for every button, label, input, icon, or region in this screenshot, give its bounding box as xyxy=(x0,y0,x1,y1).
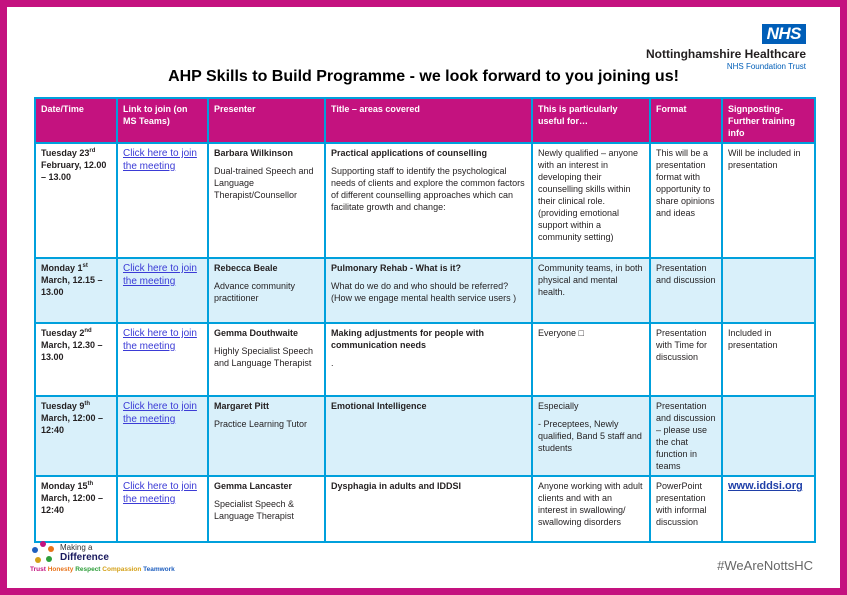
format-cell: Presentation with Time for discussion xyxy=(650,323,722,396)
date-cell: Tuesday 2nd March, 12.30 – 13.00 xyxy=(35,323,117,396)
presenter-role: Practice Learning Tutor xyxy=(214,419,308,429)
format-cell: This will be a presentation format with opportunity to share opinions and ideas xyxy=(650,143,722,258)
presenter-name: Gemma Douthwaite xyxy=(214,328,299,338)
link-cell xyxy=(117,396,208,476)
presenter-name: Barbara Wilkinson xyxy=(214,148,293,158)
org-name: Nottinghamshire Healthcare xyxy=(645,47,806,61)
presenter-name: Gemma Lancaster xyxy=(214,481,293,491)
value-teamwork: Teamwork xyxy=(143,566,175,573)
link-cell xyxy=(117,323,208,396)
presenter-cell xyxy=(208,143,325,258)
presenter-cell xyxy=(208,476,325,542)
date-cell: Monday 15th March, 12:00 –12:40 xyxy=(35,476,117,542)
date-cell: Monday 1st March, 12.15 – 13.00 xyxy=(35,258,117,323)
session-title: Dysphagia in adults and IDDSI xyxy=(331,481,462,491)
date-cell: Tuesday 9th March, 12:00 – 12:40 xyxy=(35,396,117,476)
presenter-name: Rebecca Beale xyxy=(214,263,278,273)
header-link: Link to join (on MS Teams) xyxy=(117,98,208,143)
table-row xyxy=(35,258,815,323)
session-desc: Supporting staff to identify the psychological needs of clients and explore the common factors of different counselling approaches which can facilitate growth and change: xyxy=(331,166,525,212)
logo-line-1: Making a xyxy=(60,543,93,552)
useful-text-2: (providing emotional support within a community setting) xyxy=(538,208,620,242)
join-meeting-link[interactable]: Click here to join the meeting xyxy=(123,481,197,505)
useful-text-2: - Preceptees, Newly qualified, Band 5 staff and students xyxy=(538,419,642,453)
useful-cell xyxy=(532,258,650,323)
useful-text: Anyone working with adult clients and with an interest in swallowing/ swallowing disorders xyxy=(538,481,643,527)
session-cell xyxy=(325,143,532,258)
presenter-role: Specialist Speech & Language Therapist xyxy=(214,499,295,521)
date-cell: Tuesday 23rd February, 12.00 – 13.00 xyxy=(35,143,117,258)
presenter-role: Dual-trained Speech and Language Therapist/Counsellor xyxy=(214,166,314,200)
value-compassion: Compassion xyxy=(102,566,142,573)
format-cell: Presentation and discussion xyxy=(650,258,722,323)
people-circle-icon xyxy=(30,540,56,566)
link-cell xyxy=(117,476,208,542)
header-useful: This is particularly useful for… xyxy=(532,98,650,143)
signpost-cell xyxy=(722,476,815,542)
table-header-row xyxy=(35,98,815,143)
table-row xyxy=(35,323,815,396)
join-meeting-link[interactable]: Click here to join the meeting xyxy=(123,148,197,172)
header-presenter: Presenter xyxy=(208,98,325,143)
session-cell xyxy=(325,476,532,542)
table-row xyxy=(35,396,815,476)
useful-cell xyxy=(532,143,650,258)
value-respect: Respect xyxy=(75,566,101,573)
org-subtitle: NHS Foundation Trust xyxy=(726,62,806,71)
useful-text: Everyone □ xyxy=(538,328,584,338)
values-line xyxy=(30,566,175,573)
logo-line-2: Difference xyxy=(60,552,109,563)
join-meeting-link[interactable]: Click here to join the meeting xyxy=(123,263,197,287)
useful-cell xyxy=(532,323,650,396)
signpost-cell xyxy=(722,396,815,476)
signpost-cell xyxy=(722,258,815,323)
presenter-cell xyxy=(208,258,325,323)
session-desc: What do we do and who should be referred? (How we engage mental health service users ) xyxy=(331,281,517,303)
making-a-difference-logo xyxy=(30,540,200,576)
session-title: Practical applications of counselling xyxy=(331,148,488,158)
useful-cell xyxy=(532,396,650,476)
table-row xyxy=(35,476,815,542)
session-title: Pulmonary Rehab - What is it? xyxy=(331,263,462,273)
format-cell: Presentation and discussion – please use the chat function in teams xyxy=(650,396,722,476)
link-cell xyxy=(117,143,208,258)
useful-cell xyxy=(532,476,650,542)
useful-text: Community teams, in both physical and mental health. xyxy=(538,263,643,297)
useful-text: Newly qualified – anyone with an interest in developing their counselling skills within their clinical role. xyxy=(538,148,639,206)
session-cell xyxy=(325,323,532,396)
value-honesty: Honesty xyxy=(47,566,74,573)
presenter-cell xyxy=(208,323,325,396)
link-cell xyxy=(117,258,208,323)
useful-text: Especially xyxy=(538,401,579,411)
iddsi-link[interactable]: www.iddsi.org xyxy=(728,480,803,492)
session-title: Emotional Intelligence xyxy=(331,401,427,411)
session-title: Making adjustments for people with communication needs xyxy=(331,328,485,350)
session-cell xyxy=(325,396,532,476)
header-title: Title – areas covered xyxy=(325,98,532,143)
presenter-name: Margaret Pitt xyxy=(214,401,270,411)
session-desc: . xyxy=(331,358,334,368)
join-meeting-link[interactable]: Click here to join the meeting xyxy=(123,328,197,352)
nhs-logo: NHS xyxy=(762,24,806,44)
presenter-role: Highly Specialist Speech and Language Therapist xyxy=(214,346,314,368)
header-format: Format xyxy=(650,98,722,143)
session-cell xyxy=(325,258,532,323)
schedule-table xyxy=(34,97,816,543)
hashtag: #WeAreNottsHC xyxy=(717,558,813,573)
header-signpost: Signposting- Further training info xyxy=(722,98,815,143)
page-title: AHP Skills to Build Programme - we look forward to you joining us! xyxy=(168,68,679,85)
signpost-cell: Included in presentation xyxy=(722,323,815,396)
table-row xyxy=(35,143,815,258)
presenter-role: Advance community practitioner xyxy=(214,281,296,303)
signpost-cell: Will be included in presentation xyxy=(722,143,815,258)
value-trust: Trust xyxy=(30,566,46,573)
join-meeting-link[interactable]: Click here to join the meeting xyxy=(123,401,197,425)
presenter-cell xyxy=(208,396,325,476)
header-date: Date/Time xyxy=(35,98,117,143)
format-cell: PowerPoint presentation with informal discussion xyxy=(650,476,722,542)
